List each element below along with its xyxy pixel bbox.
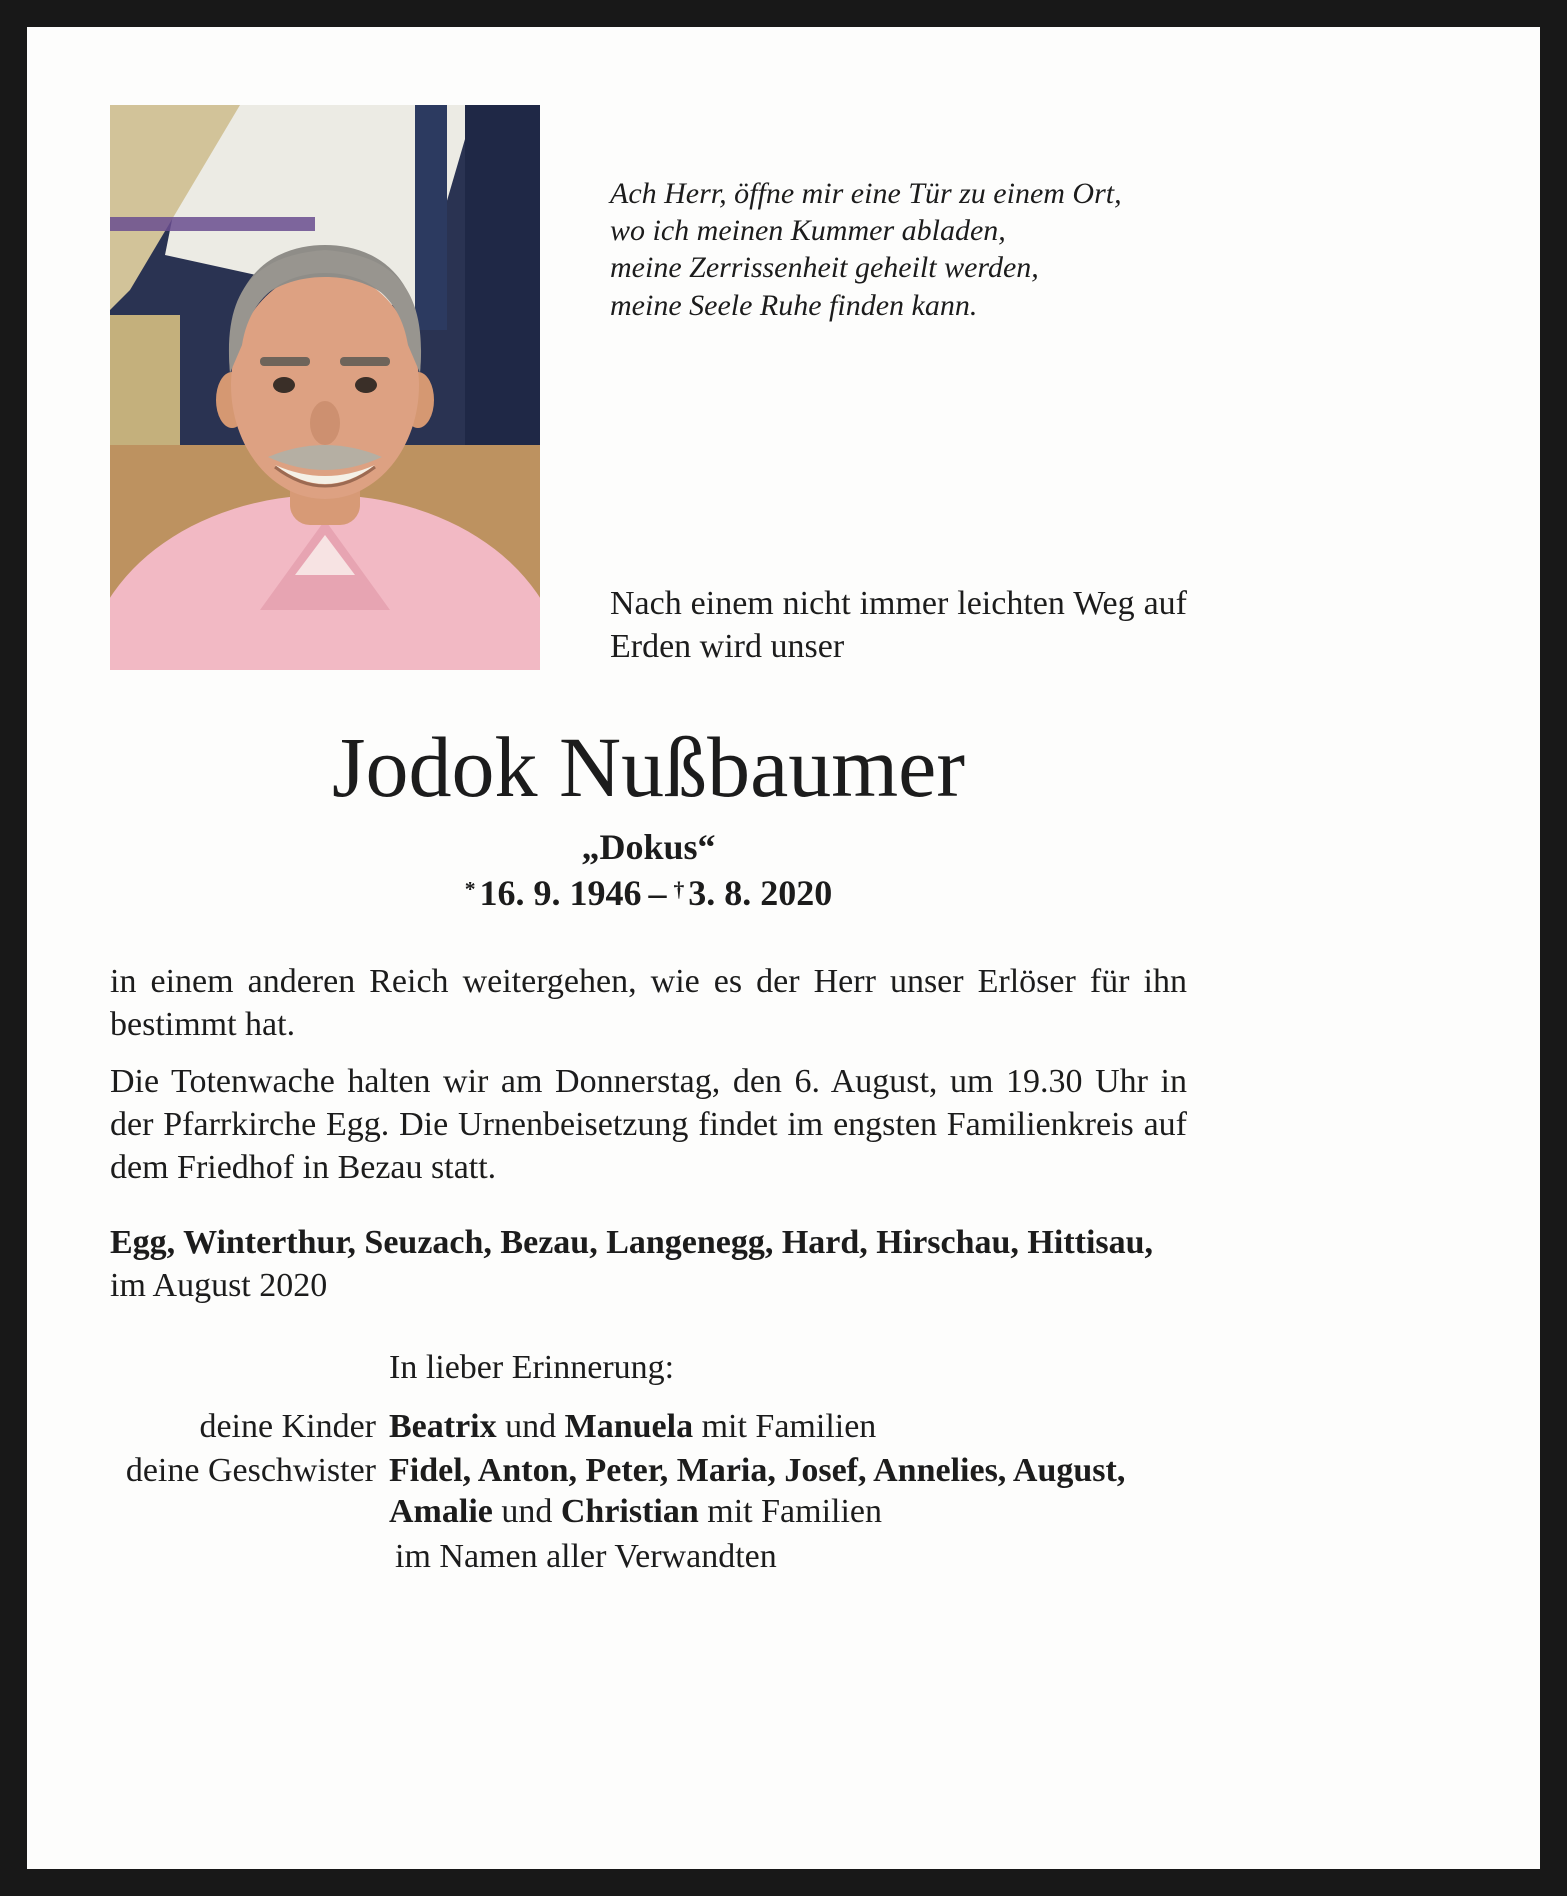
deceased-block bbox=[110, 719, 1187, 914]
children-suffix: mit Familien bbox=[693, 1408, 877, 1446]
death-date: 3. 8. 2020 bbox=[688, 873, 833, 914]
portrait-photo bbox=[110, 105, 540, 670]
life-dates bbox=[110, 872, 1187, 914]
portrait-photo-illustration bbox=[110, 105, 540, 670]
deceased-name: Jodok Nußbaumer bbox=[332, 719, 965, 815]
children-connector: und bbox=[496, 1408, 565, 1446]
opening-quote bbox=[610, 175, 1187, 324]
obituary-page bbox=[27, 27, 1540, 1869]
top-section bbox=[110, 105, 1187, 670]
intro-text: Nach einem nicht immer leichten Weg auf Erden wird unser bbox=[610, 584, 1187, 665]
remembrance-title: In lieber Erinnerung: bbox=[389, 1348, 675, 1386]
quote-line-3: meine Zerrissenheit geheilt werden, bbox=[610, 251, 1039, 285]
remembrance-section bbox=[110, 1348, 1187, 1578]
birth-symbol: * bbox=[464, 877, 476, 902]
quote-line-4: meine Seele Ruhe finden kann. bbox=[610, 288, 978, 322]
remembrance-siblings bbox=[389, 1451, 1187, 1533]
quote-line-2: wo ich meinen Kummer abladen, bbox=[610, 214, 1006, 248]
siblings-suffix: mit Familien bbox=[698, 1492, 882, 1530]
locations-line bbox=[110, 1221, 1187, 1307]
child-name-1: Beatrix bbox=[389, 1408, 497, 1446]
siblings-connector: und bbox=[492, 1492, 561, 1530]
body-text bbox=[110, 960, 1187, 1189]
remembrance-label-siblings: deine Geschwister bbox=[125, 1452, 376, 1490]
remembrance-children bbox=[389, 1407, 1187, 1448]
locations-bold: Egg, Winterthur, Seuzach, Bezau, Langenegg, Hard, Hirschau, Hittisau, bbox=[110, 1224, 1154, 1262]
body-paragraph-2: Die Totenwache halten wir am Donnerstag, den 6. August, um 19.30 Uhr in der Pfarrkirche Egg. Die Urnenbeisetzung findet im engsten Familienkreis auf dem Friedhof in Bezau statt. bbox=[110, 1062, 1187, 1186]
sibling-name-last: Christian bbox=[560, 1492, 699, 1530]
child-name-2: Manuela bbox=[564, 1408, 694, 1446]
remembrance-closing: im Namen aller Verwandten bbox=[395, 1537, 777, 1575]
death-symbol: † bbox=[673, 877, 685, 902]
dates-separator: – bbox=[648, 873, 667, 914]
body-paragraph-1: in einem anderen Reich weitergehen, wie es der Herr unser Erlöser für ihn bestimmt hat. bbox=[110, 963, 1187, 1044]
quote-line-1: Ach Herr, öffne mir eine Tür zu einem Ort, bbox=[610, 177, 1122, 210]
sibling-names: Fidel, Anton, Peter, Maria, Josef, Annelies, August, Amalie bbox=[389, 1452, 1126, 1530]
locations-date: im August 2020 bbox=[110, 1267, 328, 1305]
obituary-content bbox=[110, 105, 1187, 1577]
birth-date: 16. 9. 1946 bbox=[479, 873, 642, 914]
remembrance-label-children: deine Kinder bbox=[199, 1408, 376, 1446]
deceased-nickname: „Dokus“ bbox=[581, 827, 716, 868]
top-right-column bbox=[610, 105, 1187, 670]
